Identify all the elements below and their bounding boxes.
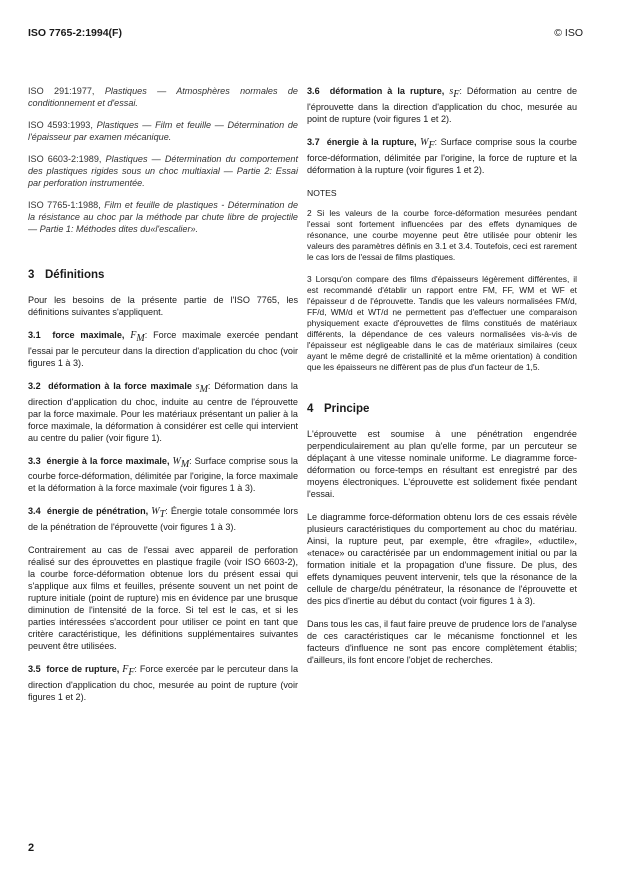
reference-iso-7765-1: ISO 7765-1:1988, Film et feuille de plastiques - Détermination de la résistance au choc par la méthode par chute libre de projectile — Partie 1: Méthodes dites du«l'escalier».	[28, 200, 299, 234]
right-column	[307, 85, 577, 677]
section-4-paragraph-1: L'éprouvette est soumise à une pénétration engendrée perpendiculairement au plan qu'elle forme, par un percuteur se déplaçant à une vitesse nominale uniforme. Le diagramme force-déformation ou force-temps en résultant est enregistré par des moyens électroniques. L'éprouvette est solidement fixée pendant l'essai.	[307, 428, 577, 499]
definition-3-5: 3.5 force de rupture, $F_F$: Force exercée par le percuteur dans la direction d'application du choc, mesurée au point de rupture (voir figures 1 et 2).	[28, 664, 299, 703]
definition-3-7: 3.7 énergie à la rupture, $W_F$: Surface comprise sous la courbe force-déformation, délimitée par l'origine, la force de rupture et la déformation à la rupture (voir figures 1 et 2).	[307, 136, 577, 175]
definition-3-4: 3.4 énergie de pénétration, $W_T$: Énergie totale consommée lors de la pénétration de l'éprouvette (voir figures 1 à 3).	[28, 506, 298, 533]
note-2: 2 Si les valeurs de la courbe force-déformation mesurées pendant l'essai sont fortement influencées par des effets dynamiques de résonance, une courbe moyenne peut être utilisée pour obtenir les valeurs des paramètres définis en 3.1 et 3.4. Toutefois, ceci est rarement le cas lors de l'essai de films plastiques.	[307, 207, 577, 262]
reference-iso-291: ISO 291:1977, Plastiques — Atmosphères normales de conditionnement et d'essai.	[28, 86, 298, 108]
reference-iso-4593: ISO 4593:1993, Plastiques — Film et feuille — Détermination de l'épaisseur par examen mécanique.	[28, 120, 298, 142]
left-column	[28, 85, 298, 714]
reference-iso-6603-2: ISO 6603-2:1989, Plastiques — Détermination du comportement des plastiques rigides sous un choc multiaxial — Partie 2: Essai par perforation instrumentée.	[28, 154, 298, 188]
definition-3-2: 3.2 déformation à la force maximale $s_M$: Déformation dans la direction d'application du choc, induite au centre de l'éprouvette par la force maximale. Pour les matériaux présentant un palier à la force maximale, la déformation à considérer est celle qui intervient au centre du palier (voir figure 1).	[28, 380, 298, 443]
definition-3-6: 3.6 déformation à la rupture, $s_F$: Déformation au centre de l'éprouvette dans la direction d'application du choc, mesurée au point de rupture (voir figures 1 et 2).	[307, 86, 577, 124]
section-3-paragraph: Contrairement au cas de l'essai avec appareil de perforation réalisé sur des éprouvettes en plastique fragile (voir ISO 6603-2), la courbe force-déformation obtenue lors du présent essai qui s'applique aux films et feuilles, présente souvent un net point de rupture initiale (point de rupture) mis en évidence par une brusque diminution de l'intensité de la force. Si tel est le cas, et si les parties intéressées s'accordent pour utiliser ce point en tant que critère caractéristique, les définitions supplémentaires suivantes peuvent être utilisées.	[28, 545, 298, 652]
section-3-heading: 3 Définitions	[28, 269, 105, 281]
section-4-paragraph-3: Dans tous les cas, il faut faire preuve de prudence lors de l'analyse de ces caractéristiques car le mécanisme fonctionnel et les facteurs d'influence ne sont pas encore complètement établis; d'ailleurs, ils font encore l'objet de recherches.	[307, 618, 577, 665]
definition-3-3: 3.3 énergie à la force maximale, $W_M$: Surface comprise sous la courbe force-déformation, délimitée par l'origine, la force maximale et la déformation à la force maximale (voir figures 1 à 3).	[28, 455, 298, 494]
copyright-header: © ISO	[554, 27, 583, 39]
page-number: 2	[28, 842, 35, 854]
section-4-paragraph-2: Le diagramme force-déformation obtenu lors de ces essais révèle plusieurs caractéristiques du comportement au choc du matériau. Ainsi, la rupture peut, par exemple, être «fragile», «ductile», «tenace» ou caractérisée par un endommagement initial ou par la formation initiale et la propagation d'une fissure. De plus, des effets dynamiques peuvent intervenir, tels que la résonance de la cellule de charge/du pénétrateur, la résonance de l'éprouvette et des pics d'inertie au début du contact (voir figures 1 à 3).	[307, 511, 577, 606]
note-3: 3 Lorsqu'on compare des films d'épaisseurs légèrement différentes, il est recommandé d'établir un rapport entre FM, FF, WM et WF et l'épaisseur d de l'éprouvette. Tandis que les valeurs normalisées FM/d, FF/d, WM/d et WT/d ne permettent pas d'effectuer une comparaison physiquement exacte d'éprouvettes de films constitués de matériaux différents, la dépendance de ces valeurs normalisées vis-à-vis de l'épaisseur est négligeable dans le cas de matériaux similaires (ceux ayant le même degré de cristallinité et la même orientation) à condition que les épaisseurs ne diffèrent pas de plus d'un facteur de 1,5.	[307, 273, 577, 372]
definition-3-1: 3.1 force maximale, $F_M$: Force maximale exercée pendant l'essai par le percuteur dans la direction d'application du choc (voir figures 1 à 3).	[28, 330, 298, 368]
section-3-intro: Pour les besoins de la présente partie de l'ISO 7765, les définitions suivantes s'appliquent.	[28, 295, 298, 317]
section-4-heading: 4 Principe	[307, 402, 370, 415]
notes-label: NOTES	[307, 187, 337, 198]
standard-header: ISO 7765-2:1994(F)	[28, 27, 122, 39]
